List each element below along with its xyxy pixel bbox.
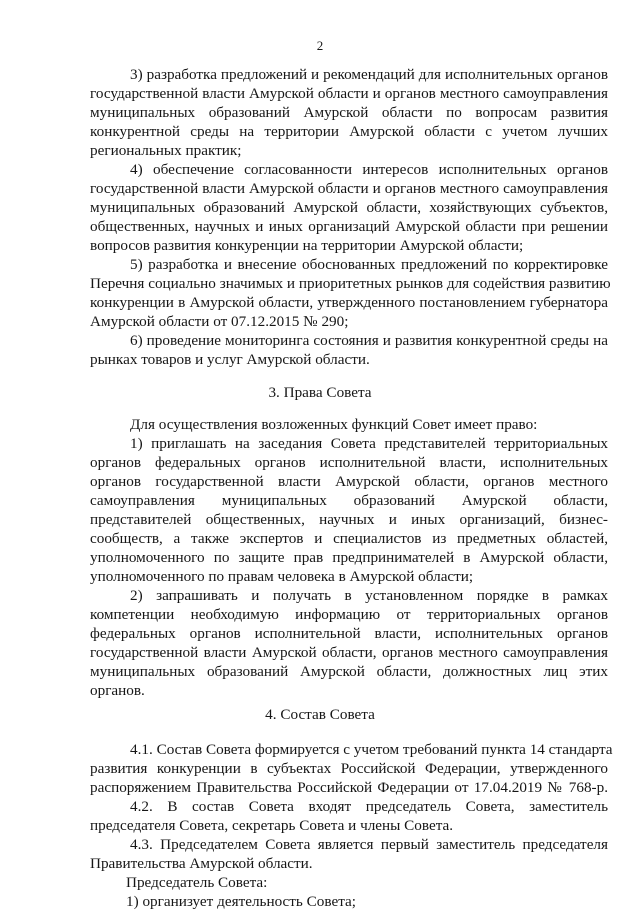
- text-line: 2) запрашивать и получать в установленном порядке в рамках: [130, 587, 608, 604]
- text-line: компетенции необходимую информацию от территориальных органов: [90, 606, 608, 623]
- text-line: самоуправления муниципальных образований Амурской области,: [90, 492, 608, 509]
- text-line: вопросов развития конкуренции на территории Амурской области;: [90, 237, 524, 254]
- text-line: 4.3. Председателем Совета является первый заместитель председателя: [130, 836, 608, 853]
- text-line: общественных, научных и иных организаций Амурской области при решении: [90, 218, 608, 235]
- text-line: государственной власти Амурской области, органов местного самоуправления: [90, 644, 608, 661]
- text-line: 3) разработка предложений и рекомендаций для исполнительных органов: [130, 66, 608, 83]
- page-number: 2: [316, 38, 324, 53]
- text-line: рынках товаров и услуг Амурской области.: [90, 351, 370, 368]
- text-line: Амурской области от 07.12.2015 № 290;: [90, 313, 349, 330]
- text-line: федеральных органов исполнительной власти, исполнительных органов: [90, 625, 608, 642]
- text-line: сообществ, а также экспертов и специалистов из предметных областей,: [90, 530, 608, 547]
- text-line: председателя Совета, секретарь Совета и члены Совета.: [90, 817, 454, 834]
- text-line: Председатель Совета:: [126, 874, 268, 891]
- text-line: уполномоченного по правам человека в Амурской области;: [90, 568, 474, 585]
- text-line: конкурентной среды на территории Амурской области с учетом лучших: [90, 123, 608, 140]
- text-line: 5) разработка и внесение обоснованных предложений по корректировке: [130, 256, 608, 273]
- text-line: органов федеральных органов исполнительной власти, исполнительных: [90, 454, 608, 471]
- text-line: уполномоченного по защите прав предпринимателей в Амурской области,: [90, 549, 608, 566]
- text-line: 4.2. В состав Совета входят председатель Совета, заместитель: [130, 798, 608, 815]
- text-line: муниципальных образований Амурской области, хозяйствующих субъектов,: [90, 199, 608, 216]
- text-line: 4) обеспечение согласованности интересов исполнительных органов: [130, 161, 608, 178]
- text-line: региональных практик;: [90, 142, 242, 159]
- text-line: 1) организует деятельность Совета;: [126, 893, 356, 910]
- text-line: органов.: [90, 682, 145, 699]
- text-line: конкуренции в Амурской области, утвержденного постановлением губернатора: [90, 294, 608, 311]
- text-line: 1) приглашать на заседания Совета представителей территориальных: [130, 435, 608, 452]
- text-line: органов государственной власти Амурской области, органов местного: [90, 473, 608, 490]
- text-line: распоряжением Правительства Российской Федерации от 17.04.2019 № 768-р.: [90, 779, 608, 796]
- text-line: муниципальных образований Амурской области, должностных лиц этих: [90, 663, 608, 680]
- text-line: муниципальных образований Амурской области по вопросам развития: [90, 104, 608, 121]
- text-line: 4.1. Состав Совета формируется с учетом требований пункта 14 стандарта: [130, 741, 613, 758]
- section-heading: 3. Права Совета: [268, 384, 372, 401]
- text-line: государственной власти Амурской области и органов местного самоуправления: [90, 180, 608, 197]
- section-heading: 4. Состав Совета: [265, 706, 375, 723]
- text-line: Перечня социально значимых и приоритетных рынков для содействия развитию: [90, 275, 611, 292]
- text-line: представителей общественных, научных и иных организаций, бизнес-: [90, 511, 608, 528]
- text-line: Правительства Амурской области.: [90, 855, 313, 872]
- text-line: государственной власти Амурской области и органов местного самоуправления: [90, 85, 608, 102]
- text-line: 6) проведение мониторинга состояния и развития конкурентной среды на: [130, 332, 608, 349]
- text-line: развития конкуренции в субъектах Российской Федерации, утвержденного: [90, 760, 608, 777]
- text-line: Для осуществления возложенных функций Совет имеет право:: [130, 416, 538, 433]
